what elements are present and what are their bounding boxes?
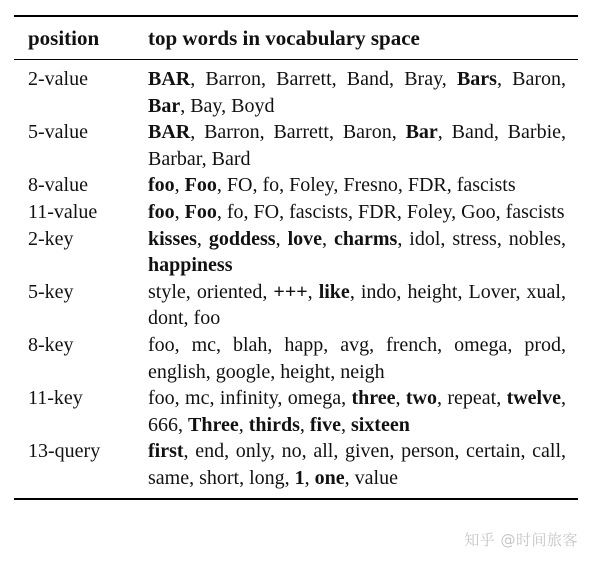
table-bottom-rule [14, 498, 578, 500]
row-top-words [148, 332, 578, 385]
highlighted-word: +++ [273, 280, 308, 303]
highlighted-word: BAR [148, 121, 191, 144]
table-row [14, 438, 578, 491]
highlighted-word: BAR [148, 68, 191, 90]
word-text: , idol, stress, nobles, [397, 227, 567, 250]
highlighted-word: two [405, 387, 437, 410]
word-text: , fo, FO, fascists, FDR, Foley, Goo, fascists [216, 200, 565, 223]
table-row [14, 66, 578, 119]
row-position: 13-query [28, 440, 101, 463]
header-top-words: top words in vocabulary space [148, 25, 420, 50]
word-text: , indo, height, Lover, xual, dont, foo [148, 280, 566, 330]
highlighted-word: Three [188, 413, 239, 436]
row-position: 11-key [28, 387, 83, 410]
header-position: position [28, 25, 100, 50]
row-position: 5-key [28, 280, 74, 303]
row-top-words [148, 279, 578, 332]
table-header-row [14, 17, 578, 59]
word-text: , value [344, 466, 398, 489]
vocab-table [14, 15, 578, 500]
watermark: 知乎 @时间旅客 [464, 531, 578, 549]
word-text: , [196, 227, 209, 250]
highlighted-word: sixteen [350, 413, 410, 436]
highlighted-word: foo [148, 200, 175, 223]
highlighted-word: like [318, 280, 350, 303]
row-top-words [148, 119, 578, 172]
row-top-words [148, 438, 578, 491]
highlighted-word: kisses [148, 227, 197, 250]
table-row [14, 385, 578, 438]
highlighted-word: love [287, 227, 323, 250]
table-row [14, 172, 578, 199]
word-text: , Bay, Boyd [180, 94, 275, 117]
table-row [14, 199, 578, 226]
row-position: 5-value [28, 121, 88, 144]
row-position: 2-value [28, 68, 88, 90]
highlighted-word: first [148, 440, 184, 463]
highlighted-word: charms [334, 227, 398, 250]
word-text: , Barron, Barrett, Band, Bray, [190, 68, 457, 90]
highlighted-word: three [351, 387, 396, 410]
row-top-words [148, 199, 578, 226]
table-body [14, 60, 578, 492]
highlighted-word: happiness [148, 254, 233, 277]
highlighted-word: foo [148, 174, 175, 197]
word-text: , FO, fo, Foley, Fresno, FDR, fascists [216, 174, 516, 197]
word-text: , [340, 413, 351, 436]
highlighted-word: five [309, 413, 341, 436]
word-text: , [174, 174, 185, 197]
word-text: , [275, 227, 288, 250]
highlighted-word: thirds [248, 413, 300, 436]
highlighted-word: Bars [456, 68, 497, 90]
word-text: , Band, Barbie, Barbar, Bard [148, 121, 566, 170]
row-top-words [148, 226, 578, 279]
highlighted-word: Bar [148, 94, 181, 117]
table-row [14, 119, 578, 172]
highlighted-word: twelve [506, 387, 561, 410]
highlighted-word: Bar [405, 121, 438, 144]
word-text: foo, mc, infinity, omega, [148, 387, 352, 410]
highlighted-word: goddess [208, 227, 276, 250]
word-text: , [322, 227, 334, 250]
table-row [14, 332, 578, 385]
word-text: , repeat, [437, 387, 507, 410]
word-text: , [395, 387, 406, 410]
row-position: 8-value [28, 174, 88, 197]
row-position: 2-key [28, 227, 74, 250]
word-text: , [174, 200, 185, 223]
word-text: , Barron, Barrett, Baron, [190, 121, 406, 144]
word-text: , 666, [148, 387, 566, 436]
row-position: 11-value [28, 200, 98, 223]
word-text: , end, only, no, all, given, person, certain, call, same, short, long, [148, 440, 566, 489]
table-row [14, 279, 578, 332]
row-top-words [148, 172, 578, 199]
word-text: , [307, 280, 319, 303]
table-row [14, 226, 578, 279]
word-text: foo, mc, blah, happ, avg, french, omega, prod, english, google, height, neigh [148, 333, 566, 383]
word-text: , [304, 466, 315, 489]
row-top-words [148, 66, 578, 119]
word-text: , Baron, [496, 68, 566, 90]
word-text: , [299, 413, 310, 436]
word-text: style, oriented, [148, 280, 274, 303]
row-top-words [148, 385, 578, 438]
highlighted-word: Foo [184, 200, 217, 223]
highlighted-word: 1 [294, 466, 305, 489]
row-position: 8-key [28, 333, 74, 356]
highlighted-word: Foo [184, 174, 217, 197]
word-text: , [238, 413, 249, 436]
highlighted-word: one [314, 466, 345, 489]
